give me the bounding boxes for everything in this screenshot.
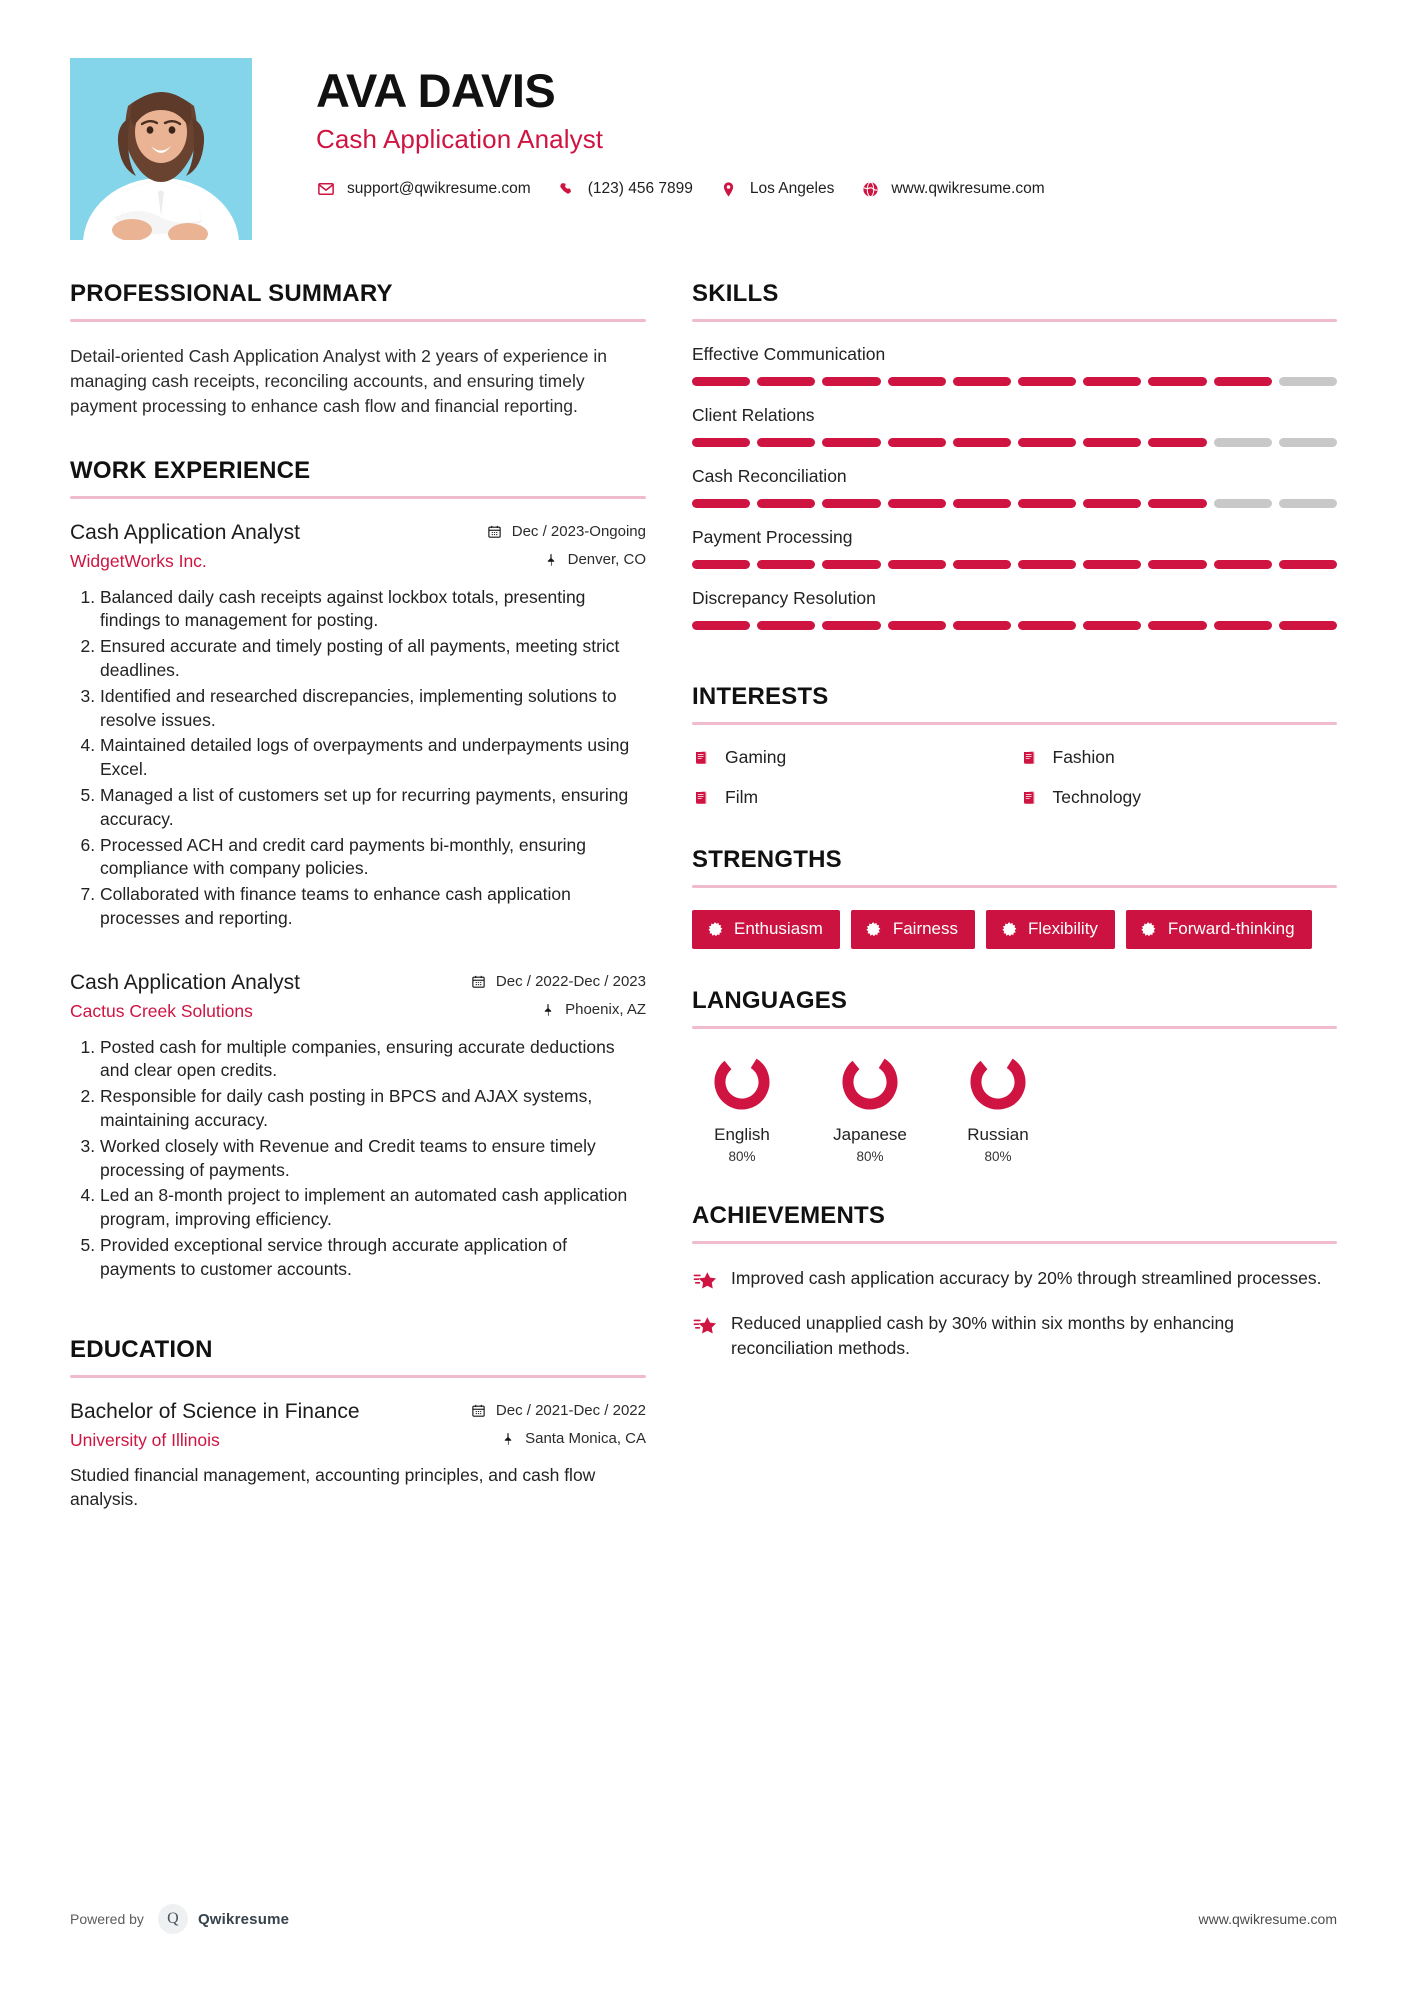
skill-segment-filled <box>888 499 946 508</box>
left-column <box>70 280 646 1518</box>
skill-segment-filled <box>1214 377 1272 386</box>
skill-item <box>692 527 1337 569</box>
achievement-item <box>692 1266 1337 1294</box>
skill-segment-filled <box>1214 560 1272 569</box>
work-dates <box>487 523 646 540</box>
section-interests <box>692 683 1337 808</box>
interest-label: Fashion <box>1052 747 1115 767</box>
person-illustration <box>70 58 252 240</box>
work-dates-text: Dec / 2023-Ongoing <box>511 522 646 540</box>
language-percent: 80% <box>984 1149 1012 1164</box>
skill-label: Cash Reconciliation <box>692 466 847 486</box>
contact-row <box>316 179 1337 199</box>
calendar-icon <box>471 973 487 989</box>
spacer <box>692 1164 1337 1202</box>
section-divider <box>70 496 646 499</box>
section-heading-education: EDUCATION <box>70 1335 213 1363</box>
skill-segment-filled <box>757 499 815 508</box>
calendar-icon <box>471 1402 487 1418</box>
pin-icon <box>543 552 559 568</box>
skill-segment-filled <box>822 377 880 386</box>
contact-location-text: Los Angeles <box>749 180 835 198</box>
list-item: 6. Processed ACH and credit card payments bi-monthly, ensuring compliance with company policies. <box>100 834 646 882</box>
job-title: Cash Application Analyst <box>316 124 604 155</box>
work-bullets <box>70 586 646 931</box>
section-divider <box>70 1375 646 1378</box>
spacer <box>692 808 1337 846</box>
work-entry-subheader <box>70 551 646 572</box>
skill-segment-filled <box>1018 499 1076 508</box>
education-entry <box>70 1400 646 1512</box>
footer-brand-name[interactable]: Qwikresume <box>197 1910 290 1928</box>
language-donut-chart <box>967 1051 1029 1113</box>
footer-website[interactable]: www.qwikresume.com <box>1198 1911 1337 1927</box>
skill-segment-filled <box>1279 560 1337 569</box>
interest-label: Gaming <box>725 747 787 767</box>
section-heading-languages: LANGUAGES <box>692 987 848 1014</box>
skill-segment-filled <box>1148 621 1206 630</box>
spacer <box>692 649 1337 683</box>
language-donut-chart <box>711 1051 773 1113</box>
pin-icon <box>500 1431 516 1447</box>
book-icon <box>1020 788 1040 808</box>
skill-segment-filled <box>1083 438 1141 447</box>
list-item: 4. Maintained detailed logs of overpayments and underpayments using Excel. <box>100 734 646 782</box>
work-role: Cash Application Analyst <box>70 970 300 994</box>
footer-powered-by: Powered by <box>70 1911 144 1927</box>
status-badge <box>1126 910 1312 949</box>
skill-segment-filled <box>888 377 946 386</box>
achievement-item <box>692 1311 1337 1360</box>
list-item: 3. Worked closely with Revenue and Credit teams to ensure timely processing of payments. <box>100 1135 646 1183</box>
list-item: 1. Posted cash for multiple companies, ensuring accurate deductions and clear open credits. <box>100 1036 646 1084</box>
skill-segment-filled <box>757 438 815 447</box>
skill-label: Payment Processing <box>692 527 853 547</box>
location-pin-icon <box>719 179 739 199</box>
work-location <box>540 1001 646 1018</box>
donut-svg <box>839 1051 901 1113</box>
section-professional-summary <box>70 280 646 419</box>
shooting-star-icon <box>692 1268 718 1294</box>
section-divider <box>70 319 646 322</box>
strengths-list <box>692 910 1337 949</box>
burst-icon <box>1000 921 1017 938</box>
shooting-star-icon <box>692 1313 718 1339</box>
page-footer <box>0 1904 1407 1934</box>
section-heading-summary: PROFESSIONAL SUMMARY <box>70 280 393 307</box>
book-icon <box>692 788 712 808</box>
spacer <box>70 419 646 457</box>
skill-segment-filled <box>1148 377 1206 386</box>
skill-segment-filled <box>822 621 880 630</box>
education-description: Studied financial management, accounting principles, and cash flow analysis. <box>70 1464 596 1510</box>
list-item: 7. Collaborated with finance teams to enhance cash application processes and reporting. <box>100 883 646 931</box>
skill-label: Discrepancy Resolution <box>692 588 876 608</box>
skill-segment-empty <box>1279 438 1337 447</box>
skill-segment-filled <box>692 621 750 630</box>
spacer <box>692 949 1337 987</box>
contact-email[interactable] <box>316 179 531 199</box>
skill-segment-filled <box>1279 621 1337 630</box>
strength-label: Enthusiasm <box>734 919 823 938</box>
contact-phone-text: (123) 456 7899 <box>587 180 693 198</box>
book-icon <box>692 748 712 768</box>
list-item: 1. Balanced daily cash receipts against lockbox totals, presenting findings to management for posting. <box>100 586 646 634</box>
mail-icon <box>316 179 336 199</box>
skill-rating-bar <box>692 560 1337 569</box>
skill-item <box>692 588 1337 630</box>
pin-icon <box>540 1002 556 1018</box>
language-item <box>820 1051 920 1164</box>
language-label: English <box>714 1125 770 1144</box>
section-divider <box>692 1241 1337 1244</box>
skill-segment-filled <box>1018 560 1076 569</box>
work-bullets <box>70 1036 646 1282</box>
skill-segment-filled <box>1083 377 1141 386</box>
work-entry <box>70 521 646 931</box>
education-degree: Bachelor of Science in Finance <box>70 1399 360 1423</box>
interest-label: Technology <box>1052 787 1142 807</box>
skill-rating-bar <box>692 438 1337 447</box>
interest-label: Film <box>725 787 759 807</box>
list-item: 2. Ensured accurate and timely posting of all payments, meeting strict deadlines. <box>100 635 646 683</box>
work-dates-text: Dec / 2022-Dec / 2023 <box>495 972 646 990</box>
page-title: AVA DAVIS <box>316 64 556 117</box>
section-divider <box>692 885 1337 888</box>
list-item: 2. Responsible for daily cash posting in BPCS and AJAX systems, maintaining accuracy. <box>100 1085 646 1133</box>
skill-segment-filled <box>692 499 750 508</box>
interest-item <box>1020 747 1338 768</box>
status-badge <box>851 910 975 949</box>
education-entry-header <box>70 1400 646 1424</box>
book-icon <box>1020 748 1040 768</box>
skill-segment-filled <box>1148 560 1206 569</box>
education-entry-subheader <box>70 1430 646 1451</box>
language-item <box>692 1051 792 1164</box>
list-item: 4. Led an 8-month project to implement an automated cash application program, improving efficiency. <box>100 1184 646 1232</box>
skill-segment-filled <box>1018 621 1076 630</box>
donut-svg <box>711 1051 773 1113</box>
skill-segment-empty <box>1279 377 1337 386</box>
section-work-experience <box>70 457 646 1282</box>
achievement-text: Improved cash application accuracy by 20% through streamlined processes. <box>731 1268 1322 1288</box>
skill-segment-filled <box>757 621 815 630</box>
strength-label: Fairness <box>892 919 959 938</box>
skill-segment-filled <box>1083 621 1141 630</box>
skill-segment-filled <box>953 621 1011 630</box>
status-badge <box>986 910 1115 949</box>
interests-grid <box>692 747 1337 808</box>
interest-item <box>692 787 1010 808</box>
summary-text: Detail-oriented Cash Application Analyst with 2 years of experience in managing cash receipts, reconciling accounts, and ensuring timely payment processing to enhance cash flow and financial reporting. <box>70 346 607 416</box>
languages-list <box>692 1051 1337 1164</box>
education-school: University of Illinois <box>70 1429 220 1450</box>
spacer <box>70 937 646 971</box>
section-education <box>70 1336 646 1512</box>
language-label: Japanese <box>833 1125 907 1144</box>
skill-segment-empty <box>1214 499 1272 508</box>
skill-segment-filled <box>692 377 750 386</box>
skill-segment-filled <box>953 377 1011 386</box>
skill-segment-filled <box>757 377 815 386</box>
resume-header <box>0 0 1407 240</box>
interest-item <box>1020 787 1338 808</box>
skill-item <box>692 466 1337 508</box>
skill-label: Effective Communication <box>692 344 886 364</box>
burst-icon <box>1140 921 1157 938</box>
skill-segment-filled <box>953 499 1011 508</box>
skill-segment-filled <box>888 621 946 630</box>
qwikresume-logo-icon: Q <box>158 1904 188 1934</box>
spacer <box>70 1288 646 1336</box>
work-company: WidgetWorks Inc. <box>70 550 207 571</box>
work-location-text: Phoenix, AZ <box>565 1001 646 1019</box>
section-heading-achievements: ACHIEVEMENTS <box>692 1202 886 1229</box>
work-location <box>543 551 646 568</box>
skill-segment-filled <box>953 438 1011 447</box>
education-dates-text: Dec / 2021-Dec / 2022 <box>495 1401 646 1419</box>
footer-branding <box>70 1904 289 1934</box>
profile-photo <box>70 58 252 240</box>
skill-segment-empty <box>1279 499 1337 508</box>
contact-location <box>719 179 834 199</box>
work-company: Cactus Creek Solutions <box>70 1000 253 1021</box>
language-label: Russian <box>967 1125 1029 1144</box>
work-entry-header <box>70 521 646 545</box>
skill-label: Client Relations <box>692 405 815 425</box>
list-item: 5. Provided exceptional service through accurate application of payments to customer accounts. <box>100 1234 646 1282</box>
skill-segment-filled <box>822 438 880 447</box>
section-heading-strengths: STRENGTHS <box>692 846 842 873</box>
section-strengths <box>692 846 1337 949</box>
contact-phone[interactable] <box>557 179 693 199</box>
list-item: 3. Identified and researched discrepancies, implementing solutions to resolve issues. <box>100 685 646 733</box>
language-percent: 80% <box>856 1149 884 1164</box>
right-column <box>692 280 1337 1518</box>
skill-segment-filled <box>1083 499 1141 508</box>
skill-rating-bar <box>692 621 1337 630</box>
burst-icon <box>706 921 723 938</box>
achievement-text: Reduced unapplied cash by 30% within six months by enhancing reconciliation methods. <box>731 1313 1234 1358</box>
section-divider <box>692 319 1337 322</box>
section-heading-interests: INTERESTS <box>692 683 829 710</box>
skill-rating-bar <box>692 499 1337 508</box>
work-entry-header <box>70 971 646 995</box>
interest-item <box>692 747 1010 768</box>
resume-body <box>0 240 1407 1518</box>
language-donut-chart <box>839 1051 901 1113</box>
skill-segment-filled <box>757 560 815 569</box>
skill-segment-filled <box>822 560 880 569</box>
section-divider <box>692 1026 1337 1029</box>
skill-segment-filled <box>953 560 1011 569</box>
calendar-icon <box>487 523 503 539</box>
section-heading-skills: SKILLS <box>692 280 779 307</box>
strength-label: Forward-thinking <box>1167 919 1295 938</box>
skill-segment-filled <box>1148 499 1206 508</box>
phone-icon <box>557 179 577 199</box>
skill-segment-filled <box>1018 438 1076 447</box>
language-percent: 80% <box>728 1149 756 1164</box>
skill-segment-filled <box>1083 560 1141 569</box>
skill-item <box>692 344 1337 386</box>
education-dates <box>471 1402 646 1419</box>
education-location <box>500 1430 646 1447</box>
work-role: Cash Application Analyst <box>70 520 300 544</box>
section-heading-work: WORK EXPERIENCE <box>70 456 311 484</box>
header-text-block <box>252 58 1337 199</box>
work-dates <box>471 973 646 990</box>
status-badge <box>692 910 840 949</box>
skill-segment-filled <box>888 560 946 569</box>
section-achievements <box>692 1202 1337 1360</box>
skill-segment-empty <box>1214 438 1272 447</box>
language-item <box>948 1051 1048 1164</box>
contact-website[interactable] <box>860 179 1044 199</box>
list-item: 5. Managed a list of customers set up for recurring payments, ensuring accuracy. <box>100 784 646 832</box>
skill-segment-filled <box>1214 621 1272 630</box>
skill-item <box>692 405 1337 447</box>
education-location-text: Santa Monica, CA <box>525 1430 646 1448</box>
work-location-text: Denver, CO <box>567 551 646 569</box>
work-entry-subheader <box>70 1001 646 1022</box>
skill-segment-filled <box>692 438 750 447</box>
skill-segment-filled <box>1148 438 1206 447</box>
burst-icon <box>865 921 882 938</box>
section-skills <box>692 280 1337 630</box>
skill-segment-filled <box>692 560 750 569</box>
skill-segment-filled <box>1018 377 1076 386</box>
globe-icon <box>860 179 880 199</box>
strength-label: Flexibility <box>1028 919 1098 938</box>
skill-rating-bar <box>692 377 1337 386</box>
skill-segment-filled <box>822 499 880 508</box>
contact-email-text: support@qwikresume.com <box>347 180 531 198</box>
section-divider <box>692 722 1337 725</box>
skill-segment-filled <box>888 438 946 447</box>
contact-website-text: www.qwikresume.com <box>891 180 1045 198</box>
section-languages <box>692 987 1337 1164</box>
work-entry <box>70 971 646 1282</box>
donut-svg <box>967 1051 1029 1113</box>
